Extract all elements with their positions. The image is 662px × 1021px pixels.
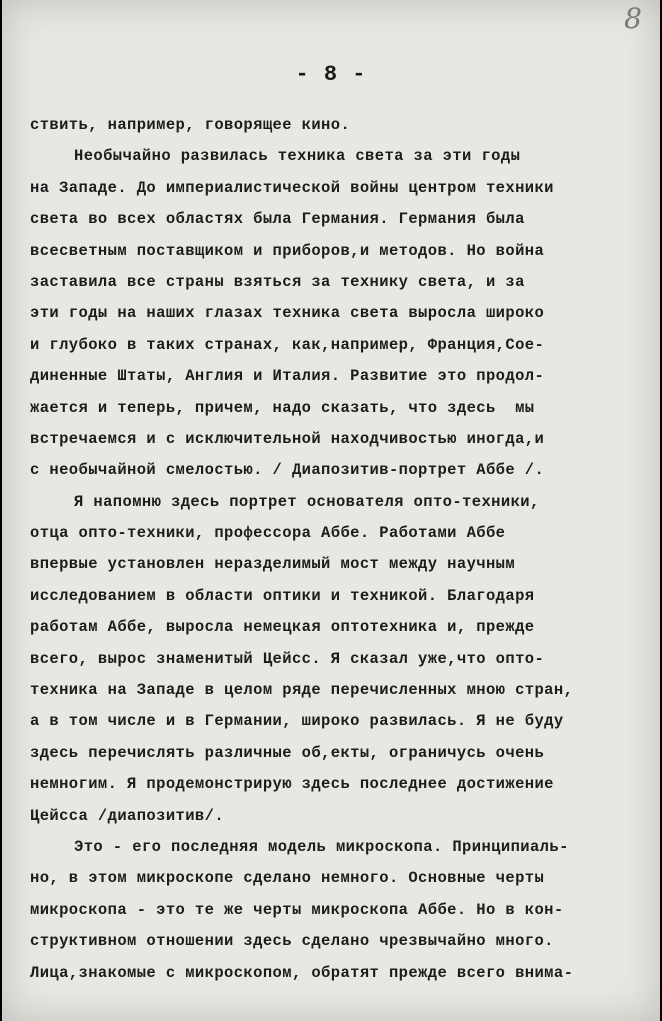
text-line: структивном отношении здесь сделано чрезвычайно много. [30,932,554,951]
text-line: отца опто-техники, профессора Аббе. Работами Аббе [30,524,506,543]
text-line: с необычайной смелостью. / Диапозитив-портрет Аббе /. [30,461,545,480]
text-line: встречаемся и с исключительной находчивостью иногда,и [30,429,545,448]
text-line: Это - его последняя модель микроскопа. Принципиаль- [74,837,569,856]
text-line: здесь перечислять различные об,екты, ограничусь очень [30,743,545,762]
text-line: ствить, например, говорящее кино. [30,116,351,134]
text-line: работам Аббе, выросла немецкая оптотехника и, прежде [30,618,535,637]
text-line: впервые установлен неразделимый мост между научным [30,555,516,574]
text-line: Лица,знакомые с микроскопом, обратят прежде всего внима- [30,963,574,982]
text-line: света во всех областях была Германия. Германия была [30,210,525,229]
text-line: всесветным поставщиком и приборов,и методов. Но война [30,241,545,260]
text-line: заставила все страны взяться за технику света, и за [30,272,525,291]
text-line: техника на Западе в целом ряде перечисленных мною стран, [30,681,574,700]
text-line: на Западе. До империалистической войны центром техники [30,178,554,197]
text-line: всего, вырос знаменитый Цейсс. Я сказал уже,что опто- [30,649,545,668]
body-text [30,110,650,989]
text-line: а в том числе и в Германии, широко развилась. Я не буду [30,712,564,731]
text-line: диненные Штаты, Англия и Италия. Развитие это продол- [30,367,545,386]
handwritten-page-mark: 8 [624,2,642,35]
text-line: исследованием в области оптики и техникой. Благодаря [30,586,535,605]
text-line: Необычайно развилась техника света за эти годы [74,147,521,166]
page-number: - 8 - [295,62,367,87]
text-line: но, в этом микроскопе сделано немного. Основные черты [30,869,545,888]
text-line: и глубоко в таких странах, как,например, Франция,Сое- [30,335,545,354]
text-line: немногим. Я продемонстрирую здесь последнее достижение [30,775,554,794]
text-line: жается и теперь, причем, надо сказать, что здесь мы [30,398,535,417]
document-page [2,0,660,1021]
text-line: Я напомню здесь портрет основателя опто-техники, [74,492,540,511]
text-line: микроскопа - это те же черты микроскопа Аббе. Но в кон- [30,900,564,919]
text-line: эти годы на наших глазах техника света выросла широко [30,304,545,323]
text-line: Цейсса /диапозитив/. [30,806,225,825]
